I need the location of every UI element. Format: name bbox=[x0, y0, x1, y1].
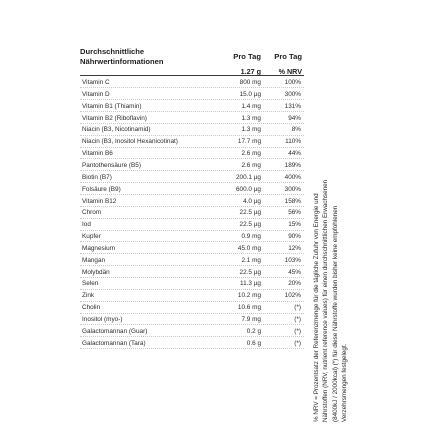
nutrient-nrv: 100% bbox=[284, 79, 301, 86]
row-divider bbox=[80, 324, 304, 325]
nutrient-name: Pantothensäure (B5) bbox=[82, 161, 141, 169]
footnote-line: (8400kJ / 2000kcal) (*) für diese Nährstoffe wurden bisher keine empfohlenen bbox=[331, 205, 339, 422]
nutrient-name: Biotin (B7) bbox=[82, 173, 112, 181]
amount-per-day-value: 1.27 g bbox=[240, 67, 261, 76]
footnote-line: Verzehrsmengen festgelegt. bbox=[340, 343, 348, 422]
nutrient-amount: 22.5 µg bbox=[239, 209, 261, 217]
nutrient-nrv: 300% bbox=[284, 185, 301, 193]
row-divider bbox=[80, 265, 304, 266]
column-header-nrv: Pro Tag bbox=[274, 52, 302, 61]
nutrient-nrv: (*) bbox=[294, 316, 301, 323]
nutrient-amount: 600.0 µg bbox=[235, 185, 261, 193]
nutrient-amount: 11.3 µg bbox=[240, 280, 261, 288]
nutrient-amount: 2.6 mg bbox=[241, 150, 261, 158]
nutrient-name: Folsäure (B9) bbox=[82, 185, 121, 193]
nutrient-nrv: (*) bbox=[294, 327, 301, 335]
nutrient-nrv: 158% bbox=[284, 197, 301, 205]
nutrient-name: Vitamin B1 (Thiamin) bbox=[82, 102, 142, 110]
nutrient-nrv: 189% bbox=[284, 161, 301, 169]
row-divider bbox=[80, 336, 304, 337]
nutrient-nrv: 131% bbox=[284, 102, 301, 110]
nutrient-amount: 2.6 mg bbox=[241, 161, 261, 169]
nutrient-amount: 1.4 mg bbox=[241, 102, 261, 110]
nutrient-amount: 0.9 mg bbox=[241, 233, 261, 241]
nutrient-name: Mangan bbox=[82, 256, 106, 264]
row-divider bbox=[80, 123, 304, 124]
row-divider bbox=[80, 158, 304, 159]
nutrient-name: Vitamin B6 bbox=[82, 150, 113, 158]
nutrient-amount: 2.1 mg bbox=[241, 256, 261, 264]
nutrient-nrv: 110% bbox=[285, 138, 301, 146]
nutrient-name: Vitamin C bbox=[82, 79, 110, 86]
row-divider bbox=[80, 230, 304, 231]
nutrient-name: Molybdän bbox=[82, 268, 110, 276]
row-divider bbox=[80, 111, 304, 112]
row-divider bbox=[80, 218, 304, 219]
row-divider bbox=[80, 182, 304, 183]
nutrient-amount: 1.3 mg bbox=[241, 114, 261, 122]
column-header-amount: Pro Tag bbox=[233, 52, 261, 61]
table-title-line2: Nährwertinformationen bbox=[80, 57, 164, 66]
nutrient-name: Iod bbox=[82, 221, 91, 229]
nutrient-nrv: 400% bbox=[284, 173, 301, 181]
footnote-line: % NRV = Prozentsatz der Referenzmenge für die tägliche Zufuhr von Energie und bbox=[313, 193, 320, 422]
nutrient-nrv: 102% bbox=[284, 292, 301, 300]
nutrient-name: Galactomannan (Guar) bbox=[82, 327, 148, 335]
nutrient-nrv: 15% bbox=[288, 221, 301, 229]
table-title bbox=[80, 47, 220, 67]
row-divider bbox=[80, 301, 304, 302]
nutrient-nrv: 8% bbox=[291, 126, 301, 134]
nutrient-amount: 800 mg bbox=[239, 79, 261, 86]
nrv-footnote bbox=[312, 66, 430, 422]
nutrient-amount: 22.5 µg bbox=[239, 221, 261, 229]
nutrient-name: Selen bbox=[82, 280, 99, 288]
nutrient-amount: 17.7 mg bbox=[237, 138, 261, 146]
row-divider bbox=[80, 277, 304, 278]
nutrient-amount: 15.0 µg bbox=[239, 90, 261, 98]
nrv-unit-label: % NRV bbox=[278, 67, 302, 76]
footnote-line: Nährstoffen (NRV, nutrient reference values) für einen durchschnittlichen Erwachsenen bbox=[322, 179, 330, 422]
nutrient-nrv: 12% bbox=[288, 244, 301, 252]
nutrient-name: Vitamin B2 (Riboflavin) bbox=[82, 114, 147, 122]
row-divider bbox=[80, 289, 304, 290]
nutrient-amount: 4.0 µg bbox=[243, 197, 261, 205]
nutrient-amount: 10.2 mg bbox=[237, 292, 261, 300]
nutrient-nrv: 56% bbox=[288, 209, 301, 217]
row-divider bbox=[80, 253, 304, 254]
row-divider bbox=[80, 135, 304, 136]
nutrient-amount: 22.5 µg bbox=[239, 268, 261, 276]
nutrient-name: Vitamin B12 bbox=[82, 197, 117, 205]
nutrient-name: Magnesium bbox=[82, 244, 116, 252]
row-divider bbox=[80, 194, 304, 195]
nutrient-nrv: (*) bbox=[294, 304, 301, 312]
nutrient-amount: 1.3 mg bbox=[241, 126, 261, 134]
nutrient-name: Zink bbox=[82, 292, 95, 300]
nutrient-nrv: 103% bbox=[284, 256, 301, 264]
nutrient-amount: 10.6 mg bbox=[237, 304, 261, 312]
row-divider bbox=[80, 99, 304, 100]
nutrient-amount: 200.1 µg bbox=[235, 173, 261, 181]
nutrient-nrv: 44% bbox=[288, 150, 301, 158]
nutrient-amount: 0.2 g bbox=[246, 327, 261, 335]
row-divider bbox=[80, 348, 304, 349]
table-title-line1: Durchschnittliche bbox=[80, 47, 145, 56]
nutrient-name: Galactomannan (Tara) bbox=[82, 339, 146, 347]
nutrient-name: Cholin bbox=[82, 304, 101, 312]
row-divider bbox=[80, 206, 304, 207]
nutrient-name: Niacin (B3, Inositol Hexanicotinat) bbox=[82, 138, 178, 146]
row-divider bbox=[80, 87, 304, 88]
row-divider bbox=[80, 313, 304, 314]
nutrient-amount: 0.6 g bbox=[246, 339, 261, 347]
row-divider bbox=[80, 241, 304, 242]
nutrient-name: Kupfer bbox=[82, 233, 101, 241]
nutrient-amount: 45.0 mg bbox=[237, 244, 261, 252]
nutrient-amount: 7.9 mg bbox=[241, 316, 261, 323]
nutrient-name: Inositol (myo-) bbox=[82, 316, 123, 323]
nutrient-nrv: (*) bbox=[294, 339, 301, 347]
nutrient-name: Vitamin D bbox=[82, 90, 110, 98]
nutrient-nrv: 90% bbox=[288, 233, 301, 241]
nutrient-name: Niacin (B3, Nicotinamid) bbox=[82, 126, 151, 134]
nutrient-nrv: 20% bbox=[288, 280, 301, 288]
nutrient-name: Chrom bbox=[82, 209, 102, 217]
nutrient-nrv: 94% bbox=[288, 114, 301, 122]
row-divider bbox=[80, 147, 304, 148]
nutrient-nrv: 300% bbox=[284, 90, 301, 98]
nutrient-nrv: 45% bbox=[288, 268, 301, 276]
row-divider bbox=[80, 170, 304, 171]
